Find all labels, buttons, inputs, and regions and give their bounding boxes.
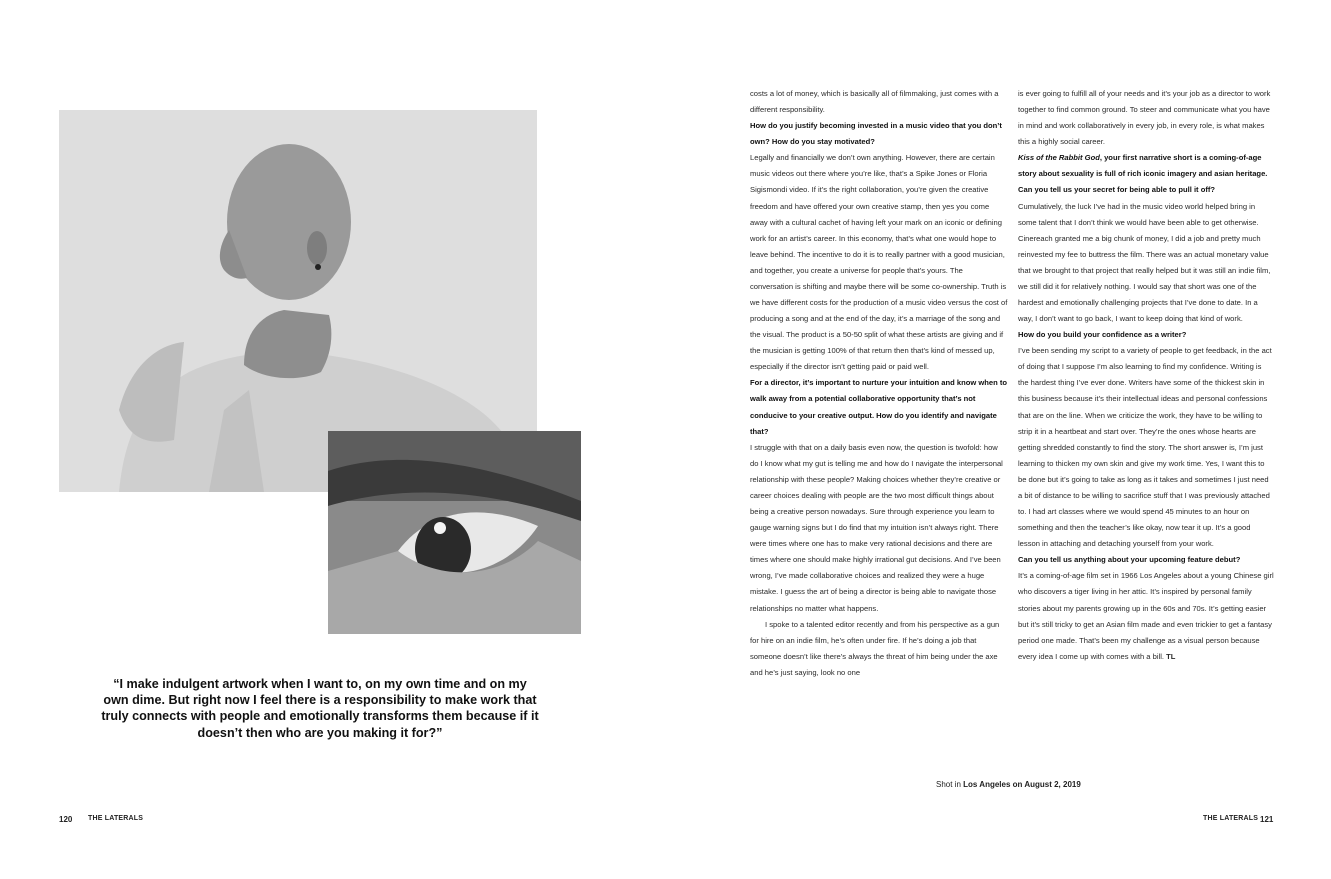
interview-question	[1018, 150, 1274, 198]
question-text: , your first narrative short is a coming-of-age story about sexuality is full of rich iconic imagery and asian heritage. Can you tell us your secret for being able to pull it off?	[1018, 153, 1268, 195]
end-mark: TL	[1166, 651, 1176, 661]
interview-question: Can you tell us anything about your upcoming feature debut?	[1018, 555, 1241, 565]
eye-closeup-photo	[328, 431, 581, 634]
eye-illustration	[328, 431, 581, 634]
credit-prefix: Shot in	[936, 780, 961, 789]
closing-text: It’s a coming-of-age film set in 1966 Los Angeles about a young Chinese girl who discovers a tiger living in her attic. It’s inspired by personal family stories about my parents growing up in the 60s and 70s. It’s getting easier but it’s still tricky to get an Asian film made and even trickier to get a fantasy period one made. That’s been my challenge as a visual person because every idea I come up with comes with a bill.	[1018, 571, 1274, 661]
shoot-credit	[936, 780, 1081, 789]
magazine-name: THE LATERALS	[88, 815, 144, 822]
interview-question: How do you build your confidence as a writer?	[1018, 330, 1187, 340]
text-column-1	[750, 86, 1008, 681]
interview-question: For a director, it’s important to nurture your intuition and know when to walk away from a potential collaborative opportunity that’s not conducive to your creative output. How do you identify and navigate that?	[750, 378, 1008, 436]
pull-quote: “I make indulgent artwork when I want to, on my own time and on my own dime. But right now I feel there is a responsibility to make work that truly connects with people and emotionally transforms them because if it doesn’t then who are you making it for?”	[101, 677, 539, 740]
magazine-name: THE LATERALS	[1203, 815, 1259, 822]
paragraph	[1018, 568, 1274, 664]
credit-place-date: Los Angeles on August 2, 2019	[963, 780, 1081, 789]
paragraph: I spoke to a talented editor recently and from his perspective as a gun for hire on an indie film, he’s often under fire. If he’s doing a job that someone doesn’t like there’s always the threat of him being under the axe and he’s just saying, look no one	[750, 619, 1000, 677]
film-title: Kiss of the Rabbit God	[1018, 153, 1100, 163]
paragraph: I’ve been sending my script to a variety of people to get feedback, in the act of doing that I suppose I’m also learning to find my confidence. Writing is the hardest thing I’ve ever done. Writers have some of the thickest skin in this business because it’s their intellectual ideas and personal confessions that are on the line. When we criticize the work, they have to be willing to strip it in a heartbeat and start over. They’re the ones whose hearts are getting shredded constantly to find the story. The short answer is, I’m just learning to thicken my own skin and give my work time. Yes, I want this to be done but it’s going to take as long as it takes and sometimes I just need a bit of distance to be willing to sacrifice stuff that I was previously attached to. I had art classes where we would spend 45 minutes to an hour on something and then the teacher’s like okay, now tear it up. It’s a good lesson in attaching and detaching yourself from your work.	[1018, 346, 1272, 549]
page-number: 120	[59, 815, 73, 824]
left-page	[0, 0, 665, 879]
page-number: 121	[1260, 815, 1274, 824]
paragraph: Legally and financially we don’t own anything. However, there are certain music videos out there where you’re like, that’s a Spike Jones or Floria Sigismondi video. If it’s the right collaboration, you’re given the creative freedom and have offered your own creative stamp, then yes you come away with a cultural cachet of having left your mark on an iconic or defining work for an artist’s career. In this economy, that’s what one would hope to leave behind. The incentive to do it is to really partner with a good musician, and together, you create a universe for people that’s yours. The conversation is shifting and maybe there will be some co-ownership. Truth is we have different costs for the production of a music video versus the cost of producing a song and at the end of the day, it’s a marriage of the song and the visual. The product is a 50-50 split of what these artists are giving and if the musician is getting 100% of that return then that’s kind of messed up, especially if the director isn’t getting paid or paid well.	[750, 153, 1008, 372]
interview-question: How do you justify becoming invested in a music video that you don’t own? How do you stay motivated?	[750, 121, 1002, 147]
paragraph: Cumulatively, the luck I’ve had in the music video world helped bring in some talent that I don’t think we would have been able to get otherwise. Cinereach granted me a big chunk of money, I did a job and pretty much reinvested my fee to buttress the film. There was an actual monetary value that we brought to that project that really helped but it was still an indie film, we still did it for relatively nothing. I would say that short was one of the hardest and emotionally challenging projects that I’ve done to date. In a way, I don’t want to go back, I want to keep doing that kind of work.	[1018, 201, 1271, 324]
text-column-2	[1018, 86, 1274, 665]
paragraph: costs a lot of money, which is basically all of filmmaking, just comes with a different responsibility.	[750, 89, 999, 115]
paragraph: I struggle with that on a daily basis even now, the question is twofold: how do I know what my gut is telling me and how do I navigate the interpersonal relationship with these people? Making choices whether they’re creative or career choices dealing with people are the two most difficult things about being a creative person nowadays. Sure through experience you learn to gauge warning signs but I do find that my intuition isn’t always right. There were times where one has to make very rational decisions and there are times where one should make highly irrational gut decisions. And I’ve been wrong, I’ve made collaborative choices and realized they were a huge mistake. I guess the art of being a director is being able to navigate those relationships no matter what happens.	[750, 442, 1003, 613]
paragraph: is ever going to fulfill all of your needs and it’s your job as a director to work together to find common ground. To steer and communicate what you have in mind and work collaboratively in every job, in every role, is what makes this a highly social career.	[1018, 89, 1271, 147]
